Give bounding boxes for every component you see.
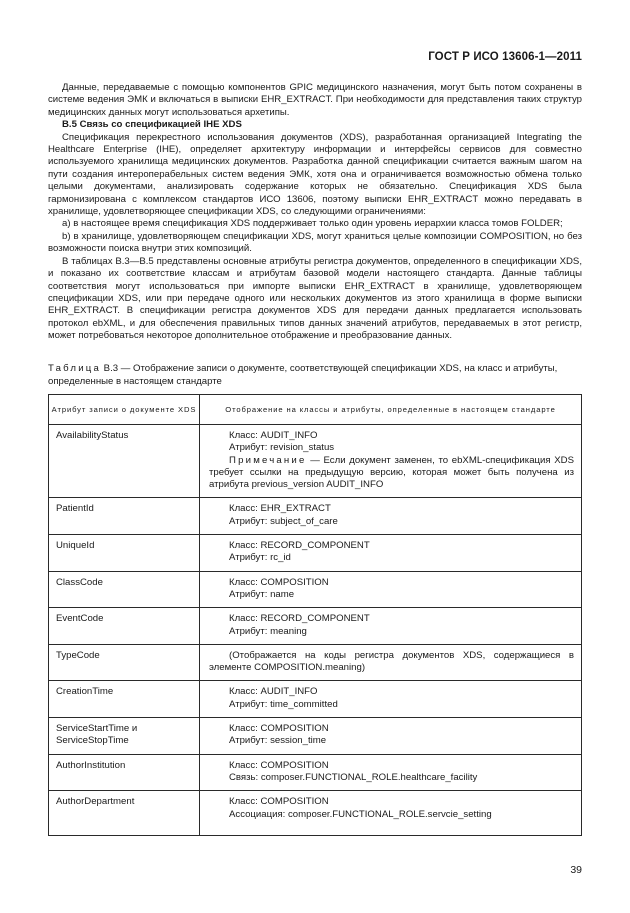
mapping-class: Класс: COMPOSITION bbox=[229, 576, 329, 588]
mapping-attribute: Атрибут: name bbox=[229, 588, 295, 600]
mapping-class: Класс: RECORD_COMPONENT bbox=[229, 540, 370, 552]
mapping-cell bbox=[200, 608, 582, 645]
col-header-attribute: Атрибут записи о документе XDS bbox=[49, 395, 200, 425]
body-text bbox=[48, 82, 582, 343]
table-row bbox=[49, 535, 582, 572]
table-caption bbox=[48, 363, 582, 388]
mapping-description: (Отображается на коды регистра документов XDS, содержащиеся в элементе COMPOSITION.meaning) bbox=[209, 649, 574, 674]
mapping-cell bbox=[200, 571, 582, 608]
table-row bbox=[49, 644, 582, 681]
mapping-cell bbox=[200, 718, 582, 755]
col-header-mapping: Отображение на классы и атрибуты, определенные в настоящем стандарте bbox=[200, 395, 582, 425]
mapping-cell bbox=[200, 754, 582, 791]
attr-cell: AuthorDepartment bbox=[49, 791, 200, 836]
mapping-cell bbox=[200, 535, 582, 572]
mapping-association: Ассоциация: composer.FUNCTIONAL_ROLE.servcie_setting bbox=[229, 808, 492, 820]
table-row bbox=[49, 718, 582, 755]
mapping-class: Класс: COMPOSITION bbox=[229, 723, 329, 735]
mapping-attribute: Атрибут: session_time bbox=[229, 735, 327, 747]
mapping-cell bbox=[200, 425, 582, 498]
mapping-class: Класс: AUDIT_INFO bbox=[229, 686, 318, 698]
mapping-class: Класс: RECORD_COMPONENT bbox=[229, 613, 370, 625]
mapping-attribute: Атрибут: meaning bbox=[229, 625, 307, 637]
attr-cell: PatientId bbox=[49, 498, 200, 535]
table-row bbox=[49, 571, 582, 608]
mapping-table bbox=[48, 394, 582, 836]
table-header-row bbox=[49, 395, 582, 425]
table-row bbox=[49, 754, 582, 791]
section-title: В.5 Связь со спецификацией IHE XDS bbox=[62, 119, 242, 131]
table-row bbox=[49, 608, 582, 645]
paragraph-xds-spec: Спецификация перекрестного использования документов (XDS), разработанная организацией Integrating the Healthcare Enterprise (IHE), определяет архитектуру информации и интерфейсы сервисов для совместно используемого хранилища медицинских документов. Разработка данной спецификации считается важным шагом на пути создания интероперабельных систем ведения ЭМК, хотя она и ограничивается возможностью обмена только целыми документами, анализировать содержание которых не обязательно. Спецификация XDS была гармонизирована с комплексом стандартов ИСО 13606, поэтому выписки EHR_EXTRACT можно передавать в хранилище, удовлетворяющее спецификации XDS, со следующими ограничениями: bbox=[48, 131, 582, 218]
mapping-class: Класс: EHR_EXTRACT bbox=[229, 503, 331, 515]
mapping-note bbox=[209, 455, 574, 492]
attr-cell: AuthorInstitution bbox=[49, 754, 200, 791]
mapping-cell bbox=[200, 791, 582, 836]
attr-cell: UniqueId bbox=[49, 535, 200, 572]
standard-header: ГОСТ Р ИСО 13606-1—2011 bbox=[428, 51, 582, 63]
attr-cell: ServiceStartTime и ServiceStopTime bbox=[49, 718, 200, 755]
paragraph-gpic: Данные, передаваемые с помощью компонентов GPIC медицинского назначения, могут быть потом сохранены в системе ведения ЭМК и включаться в выписки EHR_EXTRACT. При необходимости для представления таких структур медицинских данных могут использоваться архетипы. bbox=[48, 82, 582, 118]
attr-cell: CreationTime bbox=[49, 681, 200, 718]
mapping-attribute: Атрибут: revision_status bbox=[229, 442, 335, 454]
table-row bbox=[49, 791, 582, 836]
mapping-attribute: Атрибут: subject_of_care bbox=[229, 515, 338, 527]
attr-cell: ClassCode bbox=[49, 571, 200, 608]
mapping-cell bbox=[200, 498, 582, 535]
mapping-attribute: Атрибут: time_committed bbox=[229, 698, 338, 710]
note-text: — Если документ заменен, то ebXML-спецификация XDS требует ссылки на предыдущую версию, которая может быть получена из атрибута previous_version AUDIT_INFO bbox=[209, 454, 574, 491]
list-item-a: a) в настоящее время спецификация XDS поддерживает только один уровень иерархии класса томов FOLDER; bbox=[62, 218, 563, 230]
mapping-cell bbox=[200, 681, 582, 718]
mapping-attribute: Атрибут: rc_id bbox=[229, 552, 291, 564]
table-row bbox=[49, 681, 582, 718]
attr-cell: EventCode bbox=[49, 608, 200, 645]
mapping-class: Класс: AUDIT_INFO bbox=[229, 430, 318, 441]
paragraph-tables: В таблицах В.3—В.5 представлены основные атрибуты регистра документов, определенного в спецификации XDS, и показано их соответствие классам и атрибутам базовой модели настоящего стандарта. Данные таблицы соответствия могут использоваться при импорте выписки EHR_EXTRACT в хранилище, удовлетворяющем спецификации XDS, или при передаче одного или нескольких документов из этого хранилища в форме выписки EHR_EXTRACT. В спецификации регистра документов XDS для передачи данных предлагается использовать протокол ebXML, и для обеспечения правильных типов данных значений атрибутов, передаваемых в этот регистр, может потребоваться некоторое дополнительное отображение и преобразование данных. bbox=[48, 255, 582, 342]
list-item-b: b) в хранилище, удовлетворяющем спецификации XDS, могут храниться целые композиции COMPOSITION, но без возможности поиска внутри этих композиций. bbox=[48, 230, 582, 255]
page-number: 39 bbox=[570, 864, 582, 876]
note-label: Примечание bbox=[229, 454, 307, 466]
attr-cell: AvailabilityStatus bbox=[49, 425, 200, 498]
mapping-cell bbox=[200, 644, 582, 681]
table-caption-text: В.3 — Отображение записи о документе, соответствующей спецификации XDS, на класс и атрибуты, определенные в настоящем стандарте bbox=[48, 363, 558, 387]
mapping-class: Класс: COMPOSITION bbox=[229, 796, 329, 808]
table-row bbox=[49, 498, 582, 535]
attr-cell: TypeCode bbox=[49, 644, 200, 681]
table-row bbox=[49, 425, 582, 498]
mapping-relation: Связь: composer.FUNCTIONAL_ROLE.healthcare_facility bbox=[229, 771, 478, 783]
mapping-class: Класс: COMPOSITION bbox=[229, 759, 329, 771]
table-caption-label: Таблица bbox=[48, 363, 102, 374]
